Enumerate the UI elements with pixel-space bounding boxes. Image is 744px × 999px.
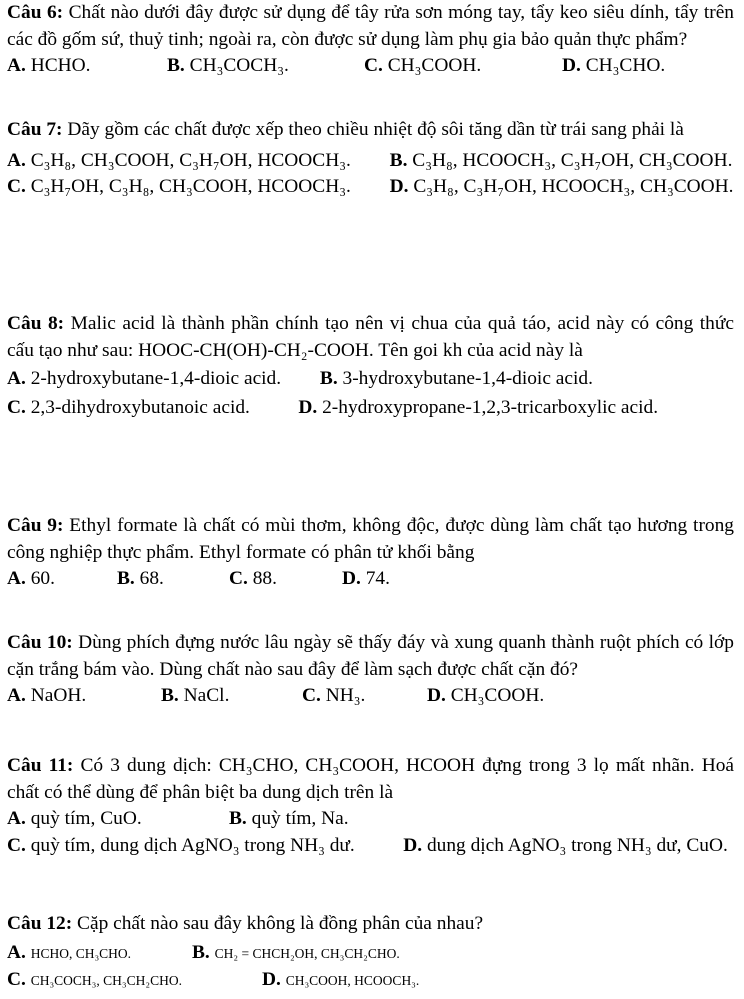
option-b: B. C₃H₈, HCOOCH₃, C₃H₇OH, CH₃COOH. xyxy=(389,149,733,171)
question-text: Dãy gồm các chất được xếp theo chiều nhiệt độ sôi tăng dần từ trái sang phải là xyxy=(67,119,684,140)
options-row xyxy=(7,566,734,593)
question-text: Cặp chất nào sau đây không là đồng phân của nhau? xyxy=(77,913,484,934)
question-text: Dùng phích đựng nước lâu ngày sẽ thấy đáy và xung quanh thành ruột phích có lớp cặn trắng bám vào. Dùng chất nào sau đây để làm sạch được chất cặn đó? xyxy=(7,632,734,680)
option-b: B. 68. xyxy=(117,568,164,590)
question-12 xyxy=(7,911,734,995)
option-d: D. CH₃COOH, HCOOCH₃. xyxy=(262,969,420,991)
option-d: D. dung dịch AgNO₃ trong NH₃ dư, CuO. xyxy=(403,834,728,856)
option-b: B. 3-hydroxybutane-1,4-dioic acid. xyxy=(319,368,593,390)
option-b: B. CH₃COCH₃. xyxy=(167,55,289,77)
option-c: C. 88. xyxy=(229,568,277,590)
option-c: C. CH₃COOH. xyxy=(364,55,482,77)
option-b: B. NaCl. xyxy=(161,685,230,707)
question-9 xyxy=(7,513,734,593)
question-number: Câu 9: xyxy=(7,515,64,536)
question-11 xyxy=(7,753,734,859)
option-b: B. CH₂ = CHCH₂OH, CH₃CH₂CHO. xyxy=(192,941,400,963)
question-number: Câu 12: xyxy=(7,913,73,934)
question-10 xyxy=(7,630,734,710)
option-c: C. NH₃. xyxy=(302,685,366,707)
option-c: C. quỳ tím, dung dịch AgNO₃ trong NH₃ dư. xyxy=(7,834,355,856)
options-row xyxy=(7,967,734,995)
option-a: A. HCHO, CH₃CHO. xyxy=(7,941,132,963)
question-text: Có 3 dung dịch: CH₃CHO, CH₃COOH, HCOOH đựng trong 3 lọ mất nhãn. Hoá chất có thể dùng để phân biệt ba dung dịch trên là xyxy=(7,755,734,803)
options-row xyxy=(7,53,734,80)
question-number: Câu 6: xyxy=(7,2,64,23)
question-text: Malic acid là thành phần chính tạo nên vị chua của quả táo, acid này có công thức cấu tạo như sau: HOOC-CH(OH)-CH₂-COOH. Tên goi kh của acid này là xyxy=(7,313,734,361)
option-a: A. C₃H₈, CH₃COOH, C₃H₇OH, HCOOCH₃. xyxy=(7,149,351,171)
option-a: A. quỳ tím, CuO. xyxy=(7,808,142,830)
option-a: A. HCHO. xyxy=(7,55,91,77)
question-number: Câu 8: xyxy=(7,313,65,334)
options-row xyxy=(7,940,734,968)
question-6 xyxy=(7,0,734,80)
option-d: D. 2-hydroxypropane-1,2,3-tricarboxylic acid. xyxy=(298,396,659,418)
option-d: D. C₃H₈, C₃H₇OH, HCOOCH₃, CH₃COOH. xyxy=(389,176,734,198)
option-c: C. C₃H₇OH, C₃H₈, CH₃COOH, HCOOCH₃. xyxy=(7,176,351,198)
question-7 xyxy=(7,117,734,201)
question-number: Câu 11: xyxy=(7,755,74,776)
question-text: Chất nào dưới đây được sử dụng để tây rửa sơn móng tay, tẩy keo siêu dính, tẩy trên các đồ gốm sứ, thuỷ tinh; ngoài ra, còn được sử dụng làm phụ gia bảo quản thực phẩm? xyxy=(7,2,734,50)
option-a: A. 60. xyxy=(7,568,55,590)
option-d: D. CH₃COOH. xyxy=(427,685,545,707)
option-b: B. quỳ tím, Na. xyxy=(229,808,349,830)
option-a: A. NaOH. xyxy=(7,685,87,707)
question-number: Câu 7: xyxy=(7,119,63,140)
option-d: D. 74. xyxy=(342,568,390,590)
question-8 xyxy=(7,311,734,421)
option-c: C. CH₃COCH₃, CH₃CH₂CHO. xyxy=(7,969,182,991)
question-number: Câu 10: xyxy=(7,632,73,653)
options-row xyxy=(7,683,734,710)
question-text: Ethyl formate là chất có mùi thơm, không độc, được dùng làm chất tạo hương trong công nghiệp thực phẩm. Ethyl formate có phân tử khối bằng xyxy=(7,515,734,563)
option-d: D. CH₃CHO. xyxy=(562,55,666,77)
options-row xyxy=(7,806,734,833)
option-a: A. 2-hydroxybutane-1,4-dioic acid. xyxy=(7,368,282,390)
option-c: C. 2,3-dihydroxybutanoic acid. xyxy=(7,396,250,418)
